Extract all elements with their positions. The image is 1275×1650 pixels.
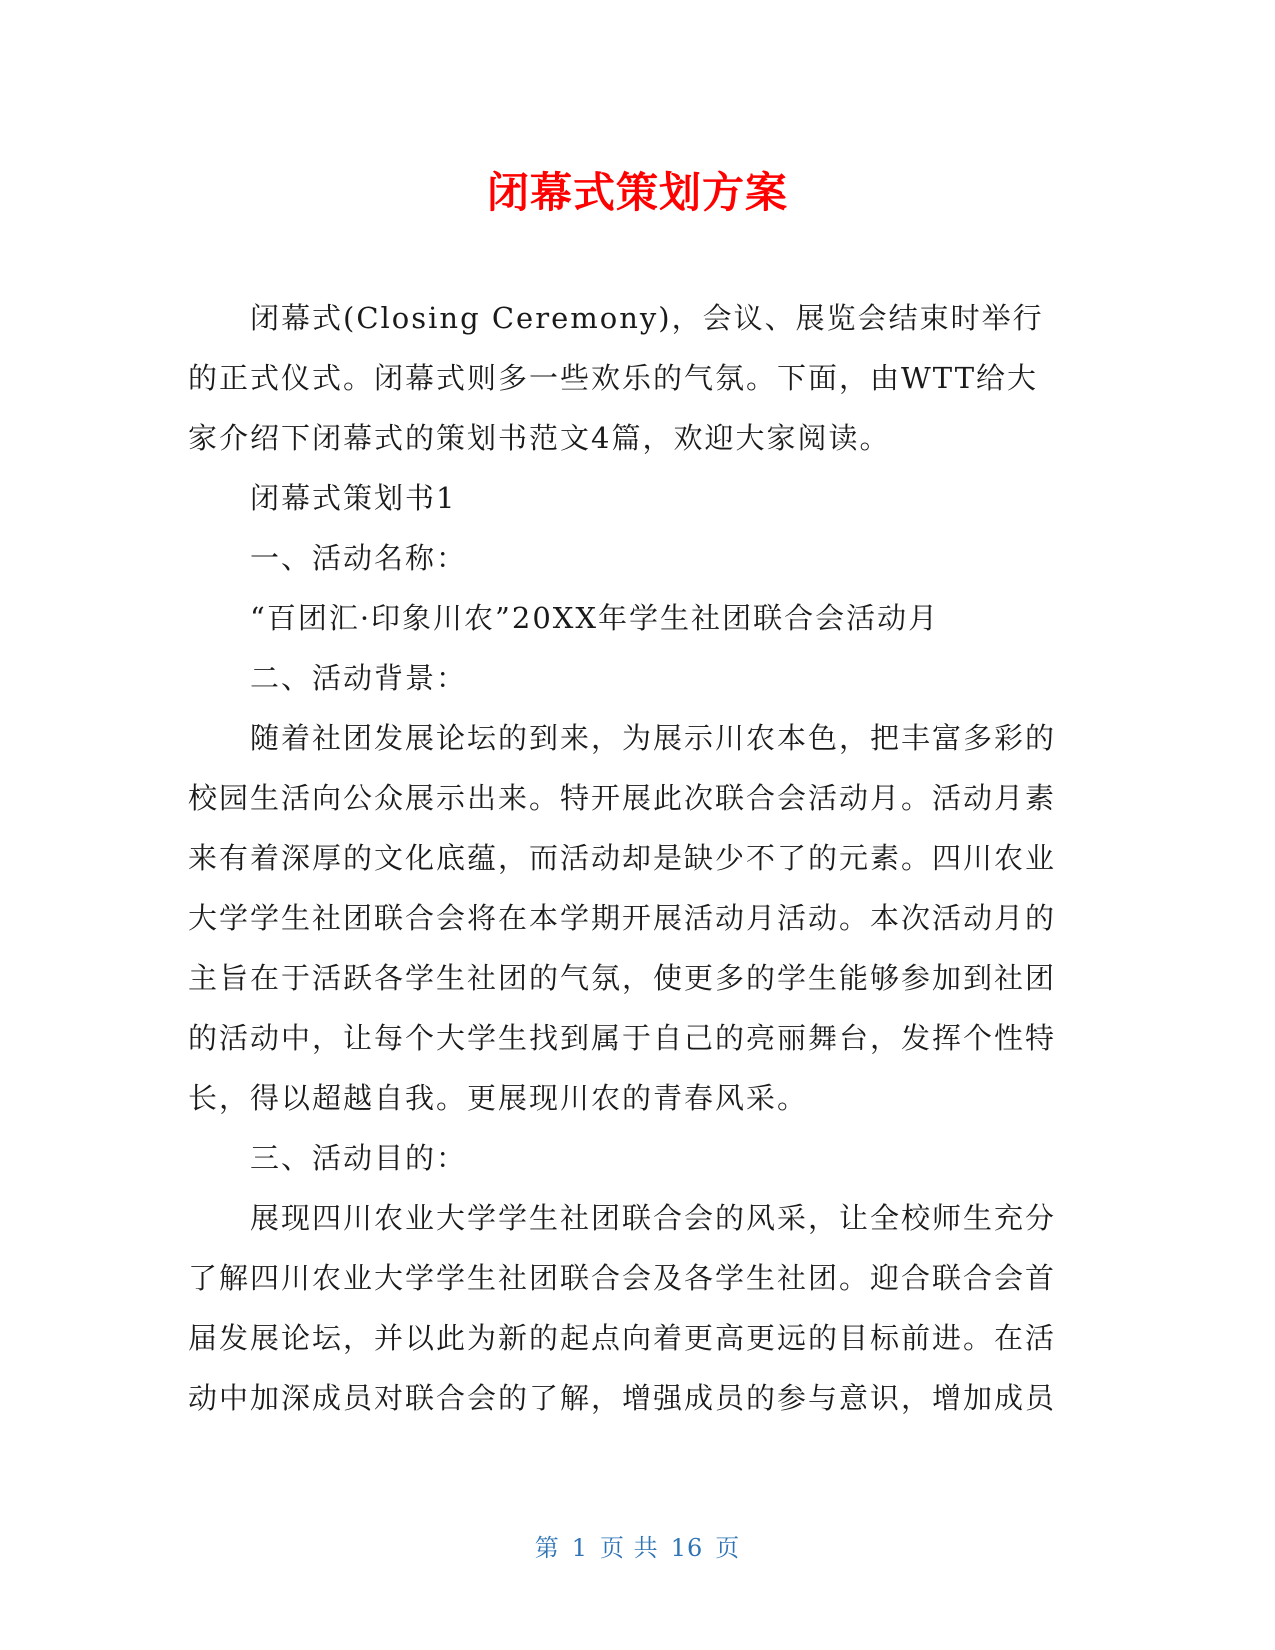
intro-paragraph: 闭幕式(Closing Ceremony)，会议、展览会结束时举行的正式仪式。闭幕式则多一些欢乐的气氛。下面，由WTT给大家介绍下闭幕式的策划书范文4篇，欢迎大家阅读。 xyxy=(188,301,1044,455)
page-title: 闭幕式策划方案 xyxy=(486,168,788,217)
section-heading-plan-1: 闭幕式策划书1 xyxy=(250,481,457,515)
page-mid: 页 共 xyxy=(600,1534,659,1562)
page-total: 16 xyxy=(670,1534,704,1562)
page-footer xyxy=(0,1528,1275,1563)
section-heading-background: 二、活动背景： xyxy=(250,661,468,695)
page-suffix: 页 xyxy=(715,1534,741,1562)
purpose-paragraph: 展现四川农业大学学生社团联合会的风采，让全校师生充分了解四川农业大学学生社团联合会及各学生社团。迎合联合会首届发展论坛，并以此为新的起点向着更高更远的目标前进。在活动中加深成员对联合会的了解，增强成员的参与意识，增加成员 xyxy=(188,1201,1057,1415)
section-heading-activity-name: 一、活动名称： xyxy=(250,541,468,575)
document-body xyxy=(188,288,1068,1428)
section-heading-purpose: 三、活动目的： xyxy=(250,1141,468,1175)
page-prefix: 第 xyxy=(534,1534,560,1562)
activity-name-paragraph: “百团汇·印象川农”20XX年学生社团联合会活动月 xyxy=(250,601,940,635)
background-paragraph: 随着社团发展论坛的到来，为展示川农本色，把丰富多彩的校园生活向公众展示出来。特开展此次联合会活动月。活动月素来有着深厚的文化底蕴，而活动却是缺少不了的元素。四川农业大学学生社团联合会将在本学期开展活动月活动。本次活动月的主旨在于活跃各学生社团的气氛，使更多的学生能够参加到社团的活动中，让每个大学生找到属于自己的亮丽舞台，发挥个性特长，得以超越自我。更展现川农的青春风采。 xyxy=(188,721,1057,1115)
page-number: 1 xyxy=(571,1534,589,1562)
